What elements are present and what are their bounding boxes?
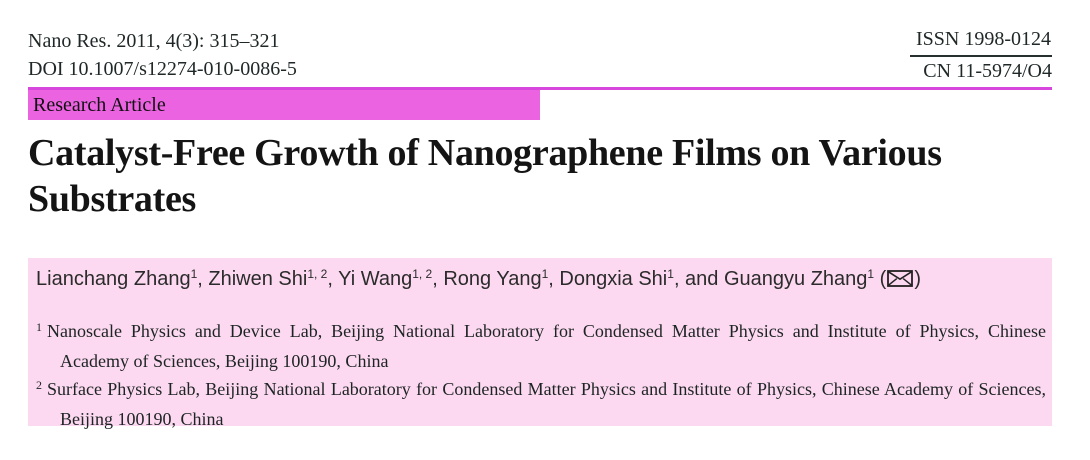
- affiliation-superscript: 1: [36, 320, 42, 334]
- author-name: Lianchang Zhang: [36, 268, 191, 290]
- corresponding-author-marker: ( ): [874, 268, 921, 290]
- authors-line: Lianchang Zhang$^1$, Zhiwen Shi$^{1, 2}$, Yi Wang$^{1, 2}$, Rong Yang$^1$, Dongxia Shi$^1$, and Guangyu Zhang$^1$ ( ): [36, 267, 921, 290]
- author-name: Yi Wang: [338, 268, 413, 290]
- journal-reference: Nano Res. 2011, 4(3): 315–321: [28, 30, 280, 52]
- envelope-icon: [887, 270, 913, 287]
- affiliations-list: [36, 317, 1046, 433]
- affiliation-text: Surface Physics Lab, Beijing National Laboratory for Condensed Matter Physics and Institute of Physics, Chinese Academy of Sciences, Beijing 100190, China: [47, 379, 1046, 429]
- issn-cn-block: [910, 27, 1052, 84]
- cn-line: CN 11-5974/O4: [923, 60, 1052, 82]
- author-superscript: 1, 2: [412, 267, 433, 281]
- author-superscript: 1: [541, 267, 549, 281]
- affiliation-entry: [36, 317, 1046, 375]
- author-name: Rong Yang: [443, 268, 542, 290]
- author-superscript: 1: [190, 267, 198, 281]
- author-superscript: 1, 2: [307, 267, 328, 281]
- affiliation-superscript: 2: [36, 378, 42, 392]
- author-superscript: 1: [867, 267, 875, 281]
- journal-header: [28, 27, 1052, 84]
- article-title: Catalyst-Free Growth of Nanographene Films on Various Substrates: [28, 132, 942, 220]
- affiliation-text: Nanoscale Physics and Device Lab, Beijing National Laboratory for Condensed Matter Physics and Institute of Physics, Chinese Academy of Sciences, Beijing 100190, China: [47, 321, 1046, 371]
- author-superscript: 1: [667, 267, 674, 281]
- author-name: Guangyu Zhang: [723, 268, 868, 290]
- issn-line: ISSN 1998-0124: [910, 27, 1052, 57]
- article-type-label: Research Article: [33, 94, 166, 116]
- author-affiliation-block: [28, 258, 1052, 429]
- author-name: Dongxia Shi: [559, 268, 668, 290]
- affiliation-entry: [36, 375, 1046, 433]
- article-type-banner: [28, 90, 540, 120]
- journal-citation-block: [28, 27, 297, 83]
- doi-line: DOI 10.1007/s12274-010-0086-5: [28, 58, 297, 80]
- author-name: Zhiwen Shi: [208, 268, 308, 290]
